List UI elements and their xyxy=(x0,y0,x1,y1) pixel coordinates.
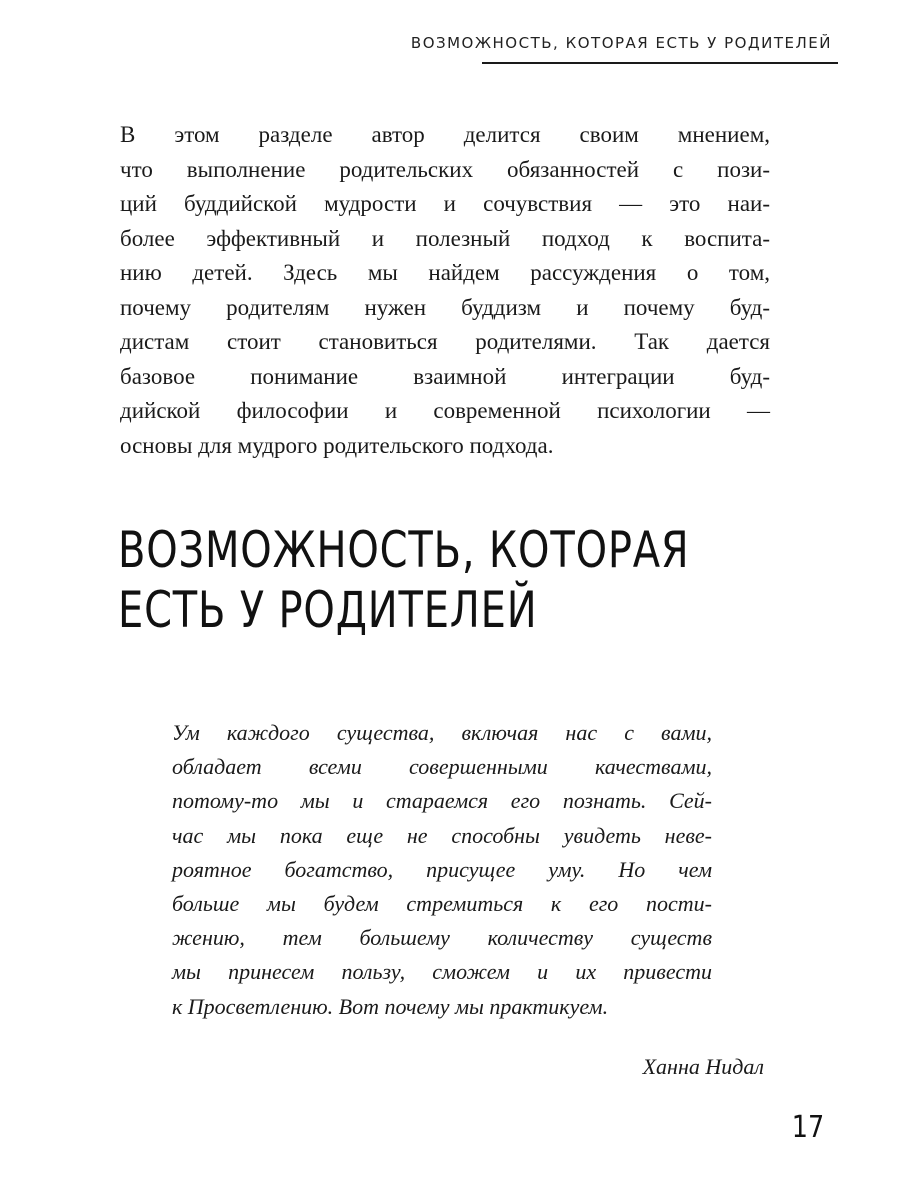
epigraph-line: Ум каждого существа, включая нас с вами, xyxy=(172,720,712,745)
running-head xyxy=(410,34,838,64)
chapter-title-line-2: ЕСТЬ У РОДИТЕЛЕЙ xyxy=(118,581,538,639)
intro-line: нию детей. Здесь мы найдем рассуждения о том, xyxy=(120,260,770,285)
epigraph-line: обладает всеми совершенными качествами, xyxy=(172,754,712,780)
intro-line: базовое понимание взаимной интеграции буд- xyxy=(120,363,770,389)
running-head-title: ВОЗМОЖНОСТЬ, КОТОРАЯ ЕСТЬ У РОДИТЕЛЕЙ xyxy=(410,34,832,52)
epigraph-line: час мы пока еще не способны увидеть неве- xyxy=(172,822,712,848)
epigraph-line: жению, тем большему количеству существ xyxy=(172,925,712,951)
intro-line: дистам стоит становиться родителями. Так дается xyxy=(120,329,770,354)
intro-line: ций буддийской мудрости и сочувствия — это наи- xyxy=(120,191,770,216)
section-intro xyxy=(120,118,770,463)
intro-line: В этом разделе автор делится своим мнением, xyxy=(120,122,770,147)
epigraph-line: роятное богатство, присущее уму. Но чем xyxy=(172,856,712,882)
chapter-title xyxy=(118,520,690,640)
intro-line: что выполнение родительских обязанностей с пози- xyxy=(120,156,770,182)
page-number: 17 xyxy=(791,1110,824,1145)
intro-line: почему родителям нужен буддизм и почему буд- xyxy=(120,294,770,320)
intro-line: дийской философии и современной психологии — xyxy=(120,398,770,423)
epigraph-line: мы принесем пользу, сможем и их привести xyxy=(172,959,712,985)
intro-line: более эффективный и полезный подход к воспита- xyxy=(120,225,770,251)
epigraph-quote xyxy=(172,716,712,1024)
epigraph-author: Ханна Нидал xyxy=(642,1054,764,1079)
epigraph-line: потому-то мы и стараемся его познать. Сей- xyxy=(172,788,712,814)
intro-line: основы для мудрого родительского подхода. xyxy=(120,432,554,458)
chapter-title-line-1: ВОЗМОЖНОСТЬ, КОТОРАЯ xyxy=(118,521,690,579)
epigraph-line: больше мы будем стремиться к его пости- xyxy=(172,891,712,917)
epigraph-line: к Просветлению. Вот почему мы практикуем. xyxy=(172,993,609,1019)
